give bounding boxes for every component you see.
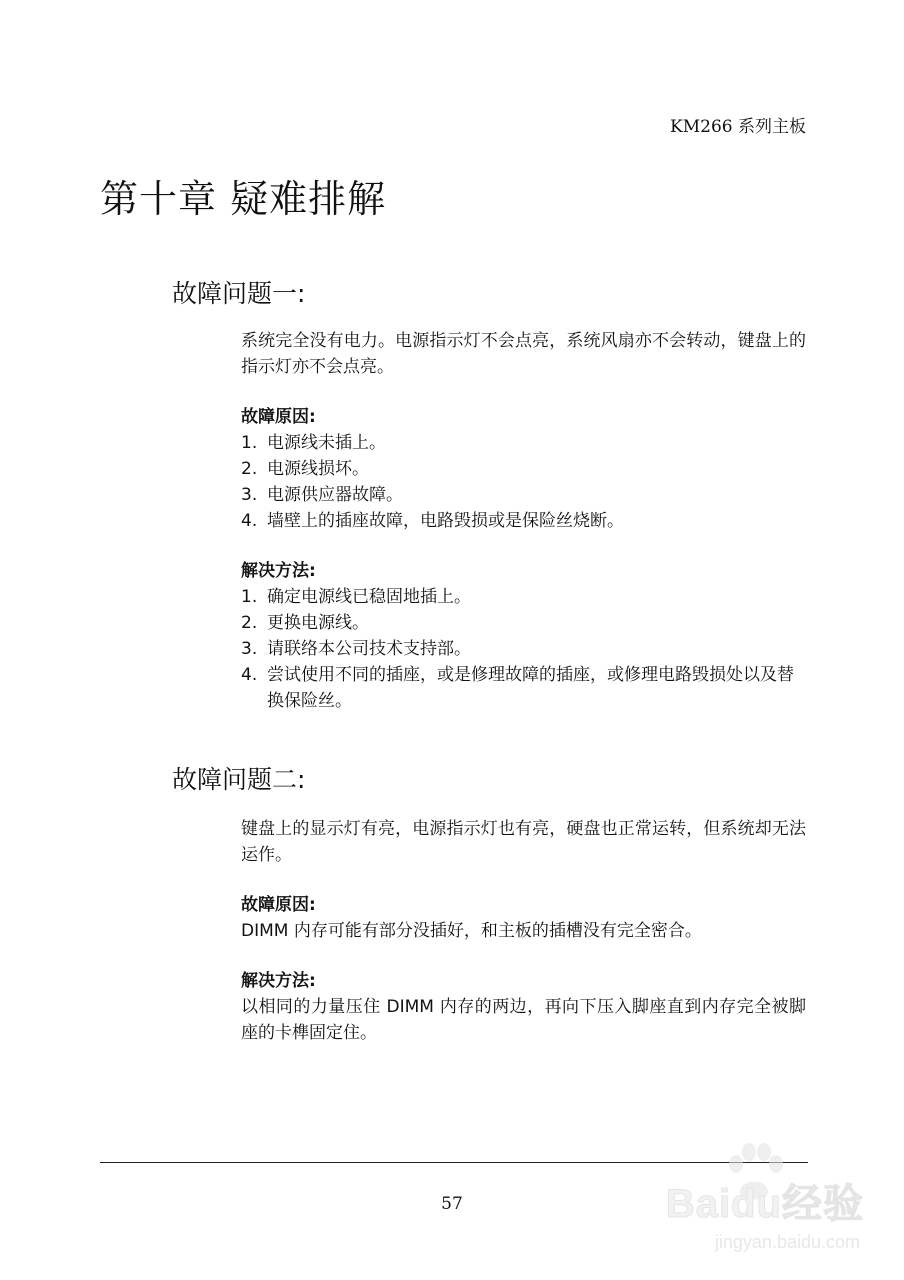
section-1-title: 故障问题一: — [172, 279, 306, 308]
watermark-brand: Baidu经验 — [665, 1182, 864, 1226]
section-2-solution-text: 以相同的力量压住 DIMM 内存的两边，再向下压入脚座直到内存完全被脚座的卡榫固定住。 — [241, 997, 806, 1043]
list-number: 1. — [241, 587, 258, 607]
header-model: KM266 系列主板 — [670, 117, 806, 137]
cause-item — [241, 482, 806, 508]
list-number: 1. — [241, 433, 258, 453]
chapter-title: 第十章 疑难排解 — [100, 177, 387, 221]
list-number: 3. — [241, 485, 258, 505]
cause-item — [241, 508, 806, 534]
cause-item — [241, 430, 806, 456]
section-2-body — [241, 816, 806, 1046]
section-2-cause-text: DIMM 内存可能有部分没插好，和主板的插槽没有完全密合。 — [241, 921, 702, 941]
section-1-cause-list — [241, 430, 806, 534]
section-2-title: 故障问题二: — [172, 765, 306, 794]
baidu-watermark — [634, 1142, 864, 1262]
solution-item — [241, 636, 806, 662]
section-2-cause-label: 故障原因: — [241, 895, 316, 915]
list-text: 确定电源线已稳固地插上。 — [267, 587, 471, 607]
list-text: 电源供应器故障。 — [267, 485, 403, 505]
solution-item — [241, 610, 806, 636]
section-1-solution-label: 解决方法: — [241, 561, 316, 581]
watermark-url: jingyan.baidu.com — [714, 1232, 860, 1252]
list-number: 2. — [241, 459, 258, 479]
list-number: 2. — [241, 613, 258, 633]
list-text: 电源线损坏。 — [267, 459, 369, 479]
section-1-cause-label: 故障原因: — [241, 407, 316, 427]
list-text: 墙壁上的插座故障，电路毁损或是保险丝烧断。 — [267, 511, 624, 531]
section-2-solution-label: 解决方法: — [241, 971, 316, 991]
solution-item — [241, 584, 806, 610]
list-text: 尝试使用不同的插座，或是修理故障的插座，或修理电路毁损处以及替换保险丝。 — [267, 665, 794, 711]
cause-item — [241, 456, 806, 482]
list-number: 4. — [241, 511, 258, 531]
section-2-heading-wrap — [172, 760, 812, 796]
list-text: 更换电源线。 — [267, 613, 369, 633]
section-1-description: 系统完全没有电力。电源指示灯不会点亮，系统风扇亦不会转动，键盘上的指示灯亦不会点亮。 — [241, 331, 806, 377]
list-text: 请联络本公司技术支持部。 — [267, 639, 471, 659]
page-number: 57 — [441, 1194, 463, 1214]
section-2-description: 键盘上的显示灯有亮，电源指示灯也有亮，硬盘也正常运转，但系统却无法运作。 — [241, 819, 806, 865]
solution-item — [241, 662, 806, 714]
list-number: 4. — [241, 665, 258, 685]
section-1-solution-list — [241, 584, 806, 714]
list-text: 电源线未插上。 — [267, 433, 386, 453]
section-1-heading-wrap — [172, 274, 812, 310]
list-number: 3. — [241, 639, 258, 659]
section-1-body — [241, 328, 806, 714]
